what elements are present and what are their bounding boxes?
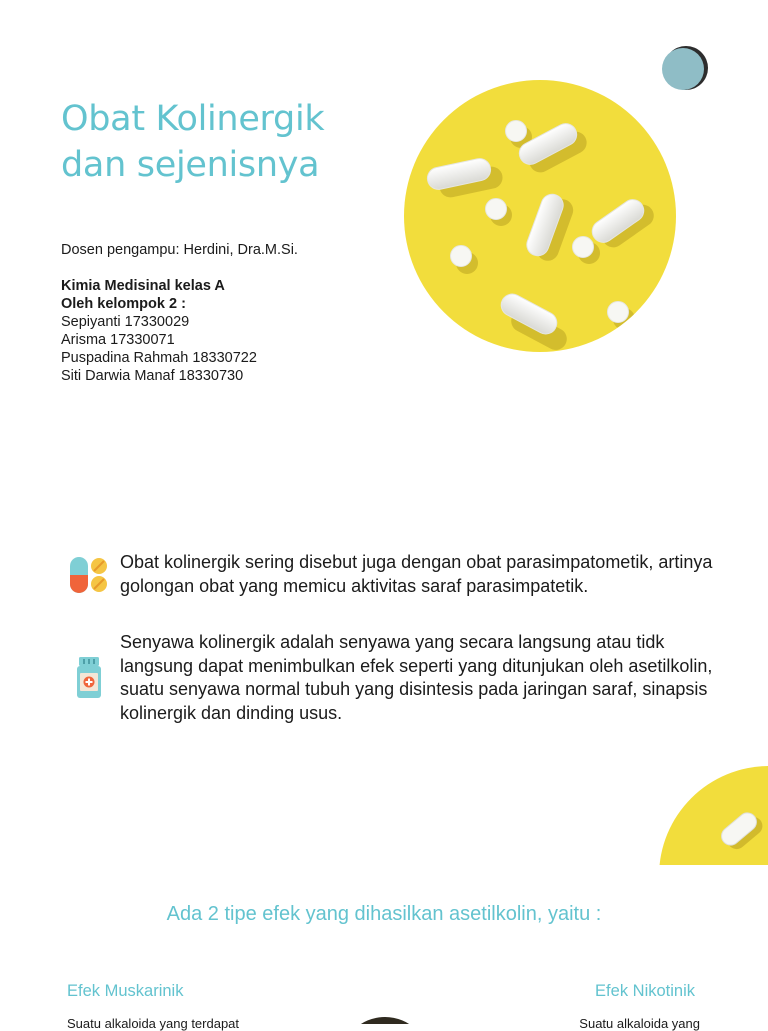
pills-icon [67,553,111,597]
document-title [61,96,324,188]
title-line-1: Obat Kolinergik [61,99,325,139]
pills-photo [403,79,677,353]
class-line: Kimia Medisinal kelas A [61,278,225,294]
group-line: Oleh kelompok 2 : [61,296,186,312]
section-heading: Ada 2 tipe efek yang dihasilkan asetilkolin, yaitu : [166,903,602,925]
nicotinic-text: Suatu alkaloida yang [579,1016,700,1031]
bullet-text-2: Senyawa kolinergik adalah senyawa yang secara langsung atau tidk langsung dapat menimbulkan efek seperti yang ditunjukan oleh asetilkolin, suatu senyawa normal tubuh yang disintesis pada jaringan saraf, sinapsis kolinergik dan dinding usus. [120,632,713,723]
author-info [61,241,298,385]
bullet-item-1 [65,551,715,598]
member-2: Arisma 17330071 [61,332,175,348]
bullet-item-2 [65,631,715,725]
muscarinic-text: Suatu alkaloida yang terdapat [67,1016,240,1031]
title-line-2: dan sejenisnya [61,145,320,185]
medicine-bottle-icon [74,656,104,700]
bullet-text-1: Obat kolinergik sering disebut juga dengan obat parasimpatometik, artinya golongan obat yang memicu aktivitas saraf parasimpatetik. [120,552,713,596]
nicotinic-title: Efek Nikotinik [595,982,695,1000]
decorative-bottom-circle [340,1016,430,1024]
lecturer-line: Dosen pengampu: Herdini, Dra.M.Si. [61,242,298,258]
member-4: Siti Darwia Manaf 18330730 [61,368,244,384]
pill-photo-small [659,766,768,865]
member-3: Puspadina Rahmah 18330722 [61,350,257,366]
muscarinic-title: Efek Muskarinik [67,982,184,1000]
member-1: Sepiyanti 17330029 [61,314,190,330]
